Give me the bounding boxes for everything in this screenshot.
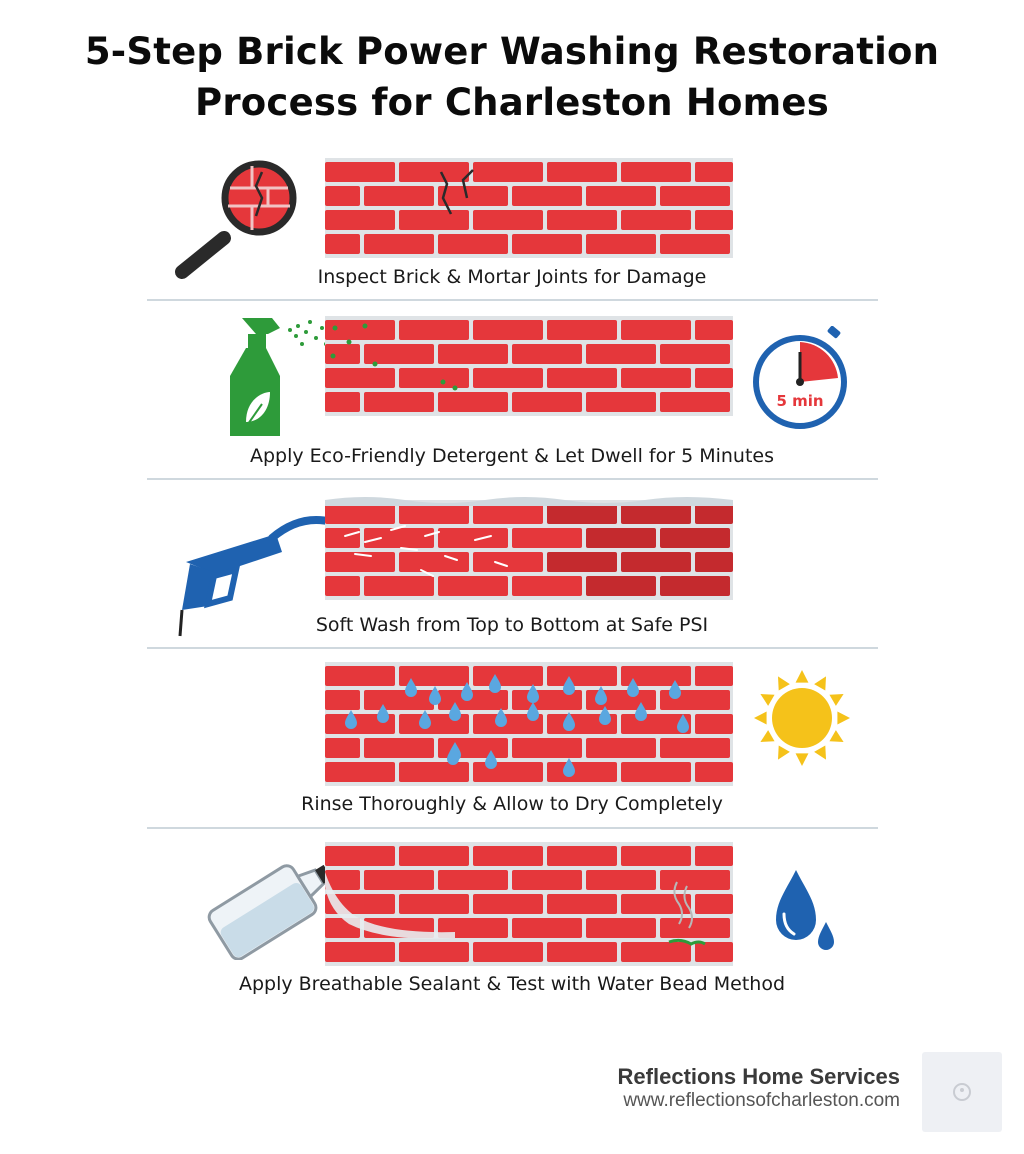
brick xyxy=(473,368,543,388)
sun-ray xyxy=(796,670,809,683)
brick xyxy=(512,344,582,364)
brick xyxy=(364,186,434,206)
brick xyxy=(399,942,469,962)
brick-wall-3 xyxy=(325,496,733,602)
brick xyxy=(547,504,617,524)
brick xyxy=(695,846,733,866)
brick-wall-1 xyxy=(325,158,733,258)
brick xyxy=(695,210,733,230)
brick xyxy=(399,368,469,388)
sun-ray xyxy=(796,753,809,766)
brick xyxy=(547,942,617,962)
brick xyxy=(399,210,469,230)
brick xyxy=(364,344,434,364)
brick xyxy=(512,576,582,596)
brick xyxy=(547,210,617,230)
brick-wall-2 xyxy=(325,316,733,416)
brick xyxy=(473,320,543,340)
brick xyxy=(660,234,730,254)
brick xyxy=(695,666,733,686)
brick xyxy=(399,320,469,340)
brick xyxy=(473,846,543,866)
brick xyxy=(325,344,360,364)
brick xyxy=(438,870,508,890)
divider-2 xyxy=(147,478,878,480)
brick xyxy=(621,162,691,182)
brick xyxy=(325,666,395,686)
brick xyxy=(547,666,617,686)
brick xyxy=(621,504,691,524)
sun-ray xyxy=(760,730,774,742)
brick xyxy=(695,552,733,572)
brick xyxy=(695,368,733,388)
brick xyxy=(325,392,360,412)
step-1-caption: Inspect Brick & Mortar Joints for Damage xyxy=(317,266,707,288)
brick xyxy=(547,368,617,388)
detergent-speck xyxy=(363,324,368,329)
brick xyxy=(399,162,469,182)
brick xyxy=(621,320,691,340)
timer-label: 5 min xyxy=(776,392,824,410)
company-name: Reflections Home Services xyxy=(617,1064,900,1089)
brick xyxy=(473,552,543,572)
step-4-caption: Rinse Thoroughly & Allow to Dry Completely xyxy=(301,793,723,815)
brick xyxy=(586,392,656,412)
sun-ray xyxy=(760,694,774,706)
brick xyxy=(364,870,434,890)
brick xyxy=(547,320,617,340)
divider-4 xyxy=(147,827,878,829)
sun-ray xyxy=(754,712,767,725)
brick xyxy=(325,186,360,206)
detergent-speck xyxy=(333,326,338,331)
brick xyxy=(660,576,730,596)
brick xyxy=(438,344,508,364)
brick xyxy=(399,552,469,572)
brick xyxy=(364,576,434,596)
brick xyxy=(473,666,543,686)
sun-ray xyxy=(829,730,843,742)
detergent-speck xyxy=(347,340,352,345)
step-2-caption: Apply Eco-Friendly Detergent & Let Dwell for 5 Minutes xyxy=(249,445,774,467)
brick xyxy=(695,942,733,962)
timer-icon xyxy=(750,326,850,430)
brick xyxy=(586,528,656,548)
brick xyxy=(660,392,730,412)
brick xyxy=(695,162,733,182)
brick xyxy=(660,738,730,758)
detergent-speck xyxy=(373,362,378,367)
page-title xyxy=(0,26,1024,128)
brick xyxy=(325,846,395,866)
title-line-1: 5-Step Brick Power Washing Restoration xyxy=(84,30,940,73)
sun-ray xyxy=(814,676,826,690)
brick xyxy=(473,942,543,962)
brick xyxy=(325,162,395,182)
logo-mark-icon xyxy=(922,1052,1002,1132)
brick xyxy=(325,234,360,254)
brick xyxy=(547,162,617,182)
sun-ray xyxy=(837,712,850,725)
sun-ray xyxy=(778,745,790,759)
brick xyxy=(586,344,656,364)
brick xyxy=(660,918,730,938)
divider-1 xyxy=(147,299,878,301)
brick xyxy=(660,528,730,548)
step-5-caption: Apply Breathable Sealant & Test with Water Bead Method xyxy=(238,973,786,995)
bricks xyxy=(325,846,733,962)
brick xyxy=(399,846,469,866)
brick xyxy=(473,210,543,230)
brick xyxy=(325,576,360,596)
brick xyxy=(473,894,543,914)
brick xyxy=(438,690,508,710)
brick xyxy=(473,162,543,182)
brick xyxy=(512,392,582,412)
brick xyxy=(695,714,733,734)
brick xyxy=(512,234,582,254)
divider-3 xyxy=(147,647,878,649)
brick xyxy=(364,234,434,254)
brick xyxy=(325,368,395,388)
brick xyxy=(621,762,691,782)
water-drop-icon xyxy=(770,868,840,958)
brick-wall-5 xyxy=(325,842,733,966)
company-url[interactable]: www.reflectionsofcharleston.com xyxy=(623,1090,900,1111)
brick xyxy=(695,320,733,340)
brick xyxy=(586,738,656,758)
brick xyxy=(399,894,469,914)
brick xyxy=(695,504,733,524)
brick xyxy=(660,344,730,364)
brick xyxy=(364,738,434,758)
brick xyxy=(438,576,508,596)
brick xyxy=(325,738,360,758)
brick xyxy=(512,870,582,890)
brick xyxy=(621,846,691,866)
brick xyxy=(325,762,395,782)
brick xyxy=(512,738,582,758)
brick xyxy=(473,504,543,524)
brick xyxy=(695,894,733,914)
brick xyxy=(621,894,691,914)
sun-icon xyxy=(752,668,852,768)
company-logo xyxy=(922,1052,1002,1132)
sun-ray xyxy=(829,694,843,706)
brick xyxy=(512,918,582,938)
brick xyxy=(325,690,360,710)
brick xyxy=(547,894,617,914)
brick xyxy=(512,186,582,206)
spray-bottle-icon xyxy=(226,314,336,440)
detergent-speck xyxy=(331,354,336,359)
brick xyxy=(364,528,434,548)
step-3-caption: Soft Wash from Top to Bottom at Safe PSI xyxy=(315,614,709,636)
brick xyxy=(621,210,691,230)
brick xyxy=(325,528,360,548)
brick xyxy=(399,504,469,524)
brick xyxy=(325,504,395,524)
brick xyxy=(660,186,730,206)
brick xyxy=(695,762,733,782)
brick xyxy=(621,368,691,388)
brick xyxy=(325,210,395,230)
brick-wall-4 xyxy=(325,662,733,786)
detergent-speck xyxy=(453,386,458,391)
brick xyxy=(325,942,395,962)
brick xyxy=(438,234,508,254)
brick xyxy=(621,552,691,572)
brick xyxy=(364,690,434,710)
brick xyxy=(547,762,617,782)
brick xyxy=(586,186,656,206)
brick xyxy=(586,576,656,596)
brick xyxy=(473,762,543,782)
magnifying-glass-icon xyxy=(172,158,304,280)
brick xyxy=(438,392,508,412)
brick xyxy=(621,942,691,962)
brick xyxy=(660,870,730,890)
sun-ray xyxy=(778,676,790,690)
brick xyxy=(586,918,656,938)
detergent-speck xyxy=(441,380,446,385)
brick xyxy=(364,392,434,412)
sun-ray xyxy=(814,745,826,759)
brick xyxy=(586,234,656,254)
title-line-2: Process for Charleston Homes xyxy=(195,81,829,124)
brick xyxy=(438,528,508,548)
bricks xyxy=(325,666,733,782)
brick xyxy=(586,870,656,890)
brick xyxy=(438,186,508,206)
brick xyxy=(399,762,469,782)
brick xyxy=(512,528,582,548)
brick xyxy=(547,552,617,572)
brick xyxy=(547,846,617,866)
